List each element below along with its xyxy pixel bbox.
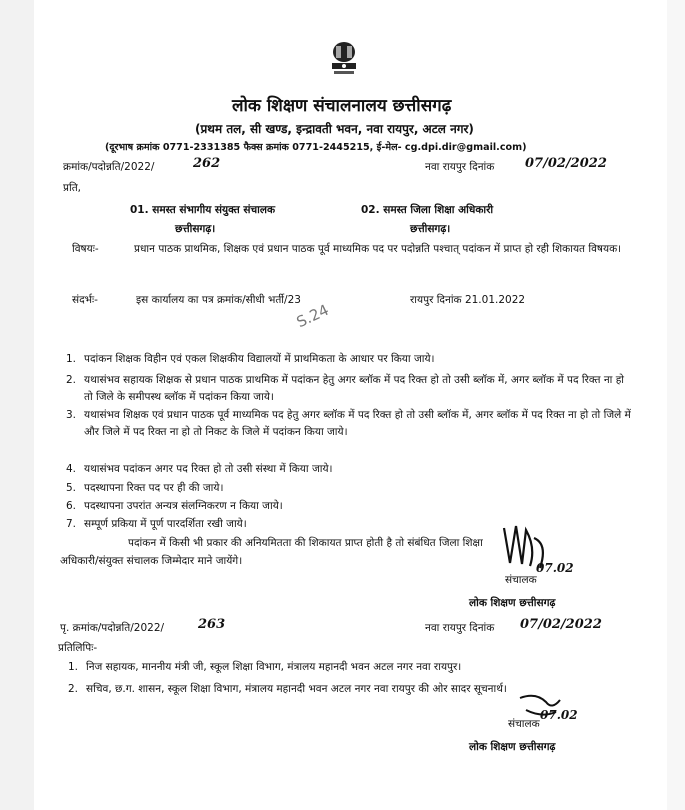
recipient-2-state: छत्तीसगढ़। — [410, 223, 451, 235]
reference-date: रायपुर दिनांक 21.01.2022 — [410, 294, 526, 306]
reference-text: इस कार्यालय का पत्र क्रमांक/सीधी भर्ती/23 — [136, 294, 301, 306]
letter-date: 07/02/2022 — [525, 156, 607, 171]
point-item: 3. यथासंभव शिक्षक एवं प्रधान पाठक पूर्व माध्यमिक पद हेतु अगर ब्लॉक में पद रिक्त हो तो उसी ब्लॉक में, अगर ब्लॉक में पद रिक्त ना हो तो जिले में और जिले में पद रिक्त ना हो तो निकट के जिले में पदांकन किया जाये। — [66, 409, 631, 438]
office-contact: (दूरभाष क्रमांक 0771-2331385 फैक्स क्रमांक 0771-2445215, ई-मेल- cg.dpi.dir@gmail.com) — [105, 142, 527, 153]
scan-right-margin — [667, 0, 685, 810]
closing-line-2: अधिकारी/संयुक्त संचालक जिम्मेदार माने जायेंगे। — [60, 555, 243, 567]
signatory-designation: संचालक — [505, 574, 537, 586]
signatory-designation: संचालक — [508, 718, 540, 730]
copy-ref-number: 263 — [198, 617, 226, 632]
point-item: 2. यथासंभव सहायक शिक्षक से प्रधान पाठक प्राथमिक में पदांकन हेतु अगर ब्लॉक में पद रिक्त हो तो उसी ब्लॉक में, अगर ब्लॉक में पद रिक्त ना हो तो जिले के समीपस्थ ब्लॉक में पदांकन किया जाये। — [66, 374, 625, 403]
signature-date: 07.02 — [540, 708, 578, 722]
scan-left-margin — [0, 0, 34, 810]
copy-place-label: नवा रायपुर दिनांक — [425, 622, 495, 634]
copy-item: 1. निज सहायक, माननीय मंत्री जी, स्कूल शिक्षा विभाग, मंत्रालय महानदी भवन अटल नगर नवा रायपुर। — [68, 661, 462, 673]
copy-date: 07/02/2022 — [520, 617, 602, 632]
handwritten-mark: S.24 — [293, 300, 332, 332]
prati-label: प्रति, — [63, 182, 82, 194]
point-item: 1. पदांकन शिक्षक विहीन एवं एकल शिक्षकीय विद्यालयों में प्राथमिकता के आधार पर किया जाये। — [66, 353, 435, 365]
recipient-1: 01. समस्त संभागीय संयुक्त संचालक — [130, 204, 276, 216]
state-emblem-icon — [322, 36, 366, 86]
recipient-2: 02. समस्त जिला शिक्षा अधिकारी — [361, 204, 494, 216]
point-item: 6. पदस्थापना उपरांत अन्यत्र संलग्निकरण न किया जाये। — [66, 500, 283, 512]
signatory-org: लोक शिक्षण छत्तीसगढ़ — [469, 597, 556, 609]
closing-line-1: पदांकन में किसी भी प्रकार की अनियमितता की शिकायत प्राप्त होती है तो संबंधित जिला शिक्षा — [128, 537, 483, 549]
office-title: लोक शिक्षण संचालनालय छत्तीसगढ़ — [232, 96, 452, 116]
letter-ref-number: 262 — [193, 156, 221, 171]
point-item: 5. पदस्थापना रिक्त पद पर ही की जाये। — [66, 482, 224, 494]
subject-label: विषयः- — [72, 243, 99, 255]
copy-item: 2. सचिव, छ.ग. शासन, स्कूल शिक्षा विभाग, मंत्रालय महानदी भवन अटल नगर नवा रायपुर की ओर सादर सूचनार्थ। — [68, 683, 507, 695]
letter-ref-label: क्रमांक/पदोन्नति/2022/ — [63, 161, 155, 173]
letter-place-label: नवा रायपुर दिनांक — [425, 161, 495, 173]
copy-label: प्रतिलिपिः- — [58, 642, 98, 654]
signatory-org: लोक शिक्षण छत्तीसगढ़ — [469, 741, 556, 753]
recipient-1-state: छत्तीसगढ़। — [175, 223, 216, 235]
signature-date: 07.02 — [536, 561, 574, 575]
copy-ref-label: पृ. क्रमांक/पदोन्नति/2022/ — [60, 622, 165, 634]
point-item: 7. सम्पूर्ण प्रकिया में पूर्ण पारदर्शिता रखी जाये। — [66, 518, 247, 530]
point-item: 4. यथासंभव पदांकन अगर पद रिक्त हो तो उसी संस्था में किया जाये। — [66, 463, 333, 475]
reference-label: संदर्भः- — [72, 294, 98, 306]
subject-text: प्रधान पाठक प्राथमिक, शिक्षक एवं प्रधान पाठक पूर्व माध्यमिक पद पर पदोन्नति पश्चात् पदांकन में प्राप्त हो रही शिकायत विषयक। — [134, 243, 622, 255]
office-address: (प्रथम तल, सी खण्ड, इन्द्रावती भवन, नवा रायपुर, अटल नगर) — [195, 122, 474, 136]
